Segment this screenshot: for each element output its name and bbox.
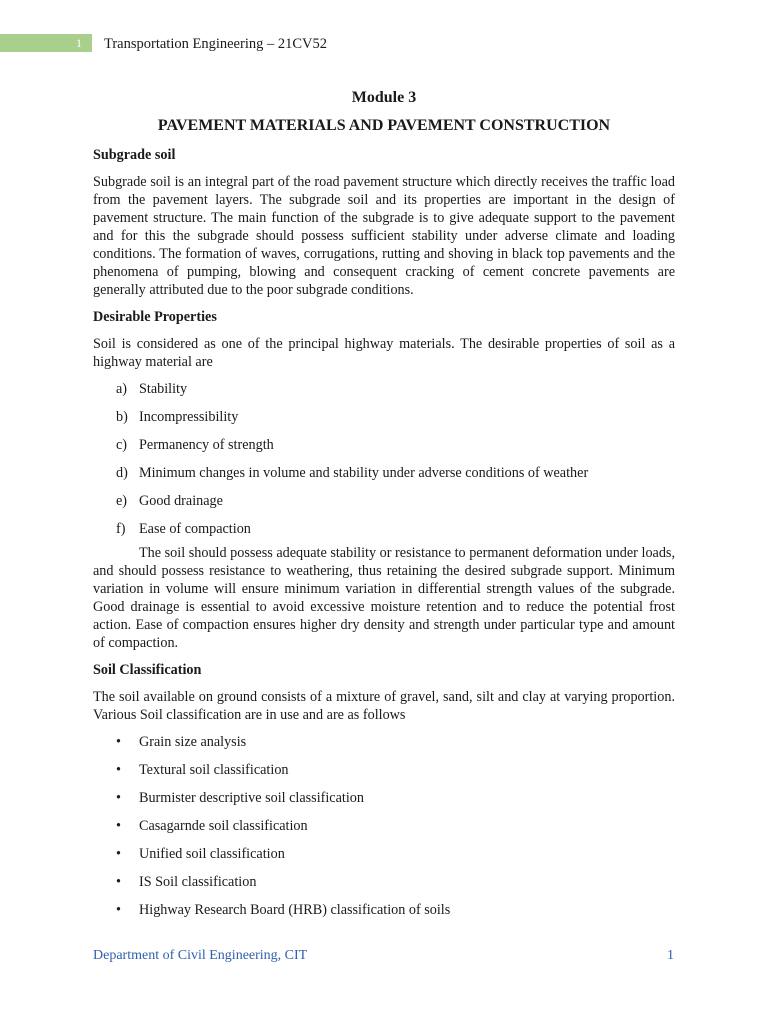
section-heading-subgrade: Subgrade soil [93, 147, 176, 163]
bullet-marker: • [116, 762, 121, 778]
module-heading: Module 3 [351, 89, 417, 106]
section-heading-desirable: Desirable Properties [93, 309, 217, 325]
list-item-text: Casagarnde soil classification [139, 818, 308, 834]
list-item-text: Incompressibility [139, 409, 239, 425]
list-item-text: Permanency of strength [139, 437, 274, 453]
list-item-text: Burmister descriptive soil classification [139, 790, 364, 806]
desirable-closing-paragraph: The soil should possess adequate stability or resistance to permanent deformation under loads, and should possess resistance to weathering, thus retaining the desired subgrade support. Minimum variation in volume will ensure minimum variation in differential strength values of the subgrade. Good drainage is essential to avoid excessive moisture retention and to reduce the potential frost action. Ease of compaction ensures higher dry density and strength under particular type and amount of compaction. [93, 545, 675, 651]
list-item [93, 492, 675, 520]
bullet-marker: • [116, 846, 121, 862]
list-item [93, 901, 675, 925]
page-number-tab: 1 [0, 34, 92, 52]
footer-department: Department of Civil Engineering, CIT [93, 948, 308, 963]
list-marker: c) [116, 437, 128, 453]
list-item-text: Minimum changes in volume and stability under adverse conditions of weather [139, 465, 589, 481]
list-marker: a) [116, 381, 128, 397]
list-item [93, 380, 675, 408]
list-item-text: Grain size analysis [139, 734, 247, 750]
list-item-text: Highway Research Board (HRB) classification of soils [139, 902, 451, 918]
classification-list [93, 733, 675, 925]
list-item [93, 873, 675, 901]
list-marker: f) [116, 521, 126, 537]
page-body [93, 88, 675, 925]
desirable-properties-list [93, 380, 675, 544]
bullet-marker: • [116, 902, 121, 918]
list-item [93, 817, 675, 845]
bullet-marker: • [116, 734, 121, 750]
bullet-marker: • [116, 790, 121, 806]
bullet-marker: • [116, 818, 121, 834]
subgrade-paragraph: Subgrade soil is an integral part of the road pavement structure which directly receives the traffic load from the pavement layers. The subgrade soil and its properties are important in the design of pavement structure. The main function of the subgrade is to give adequate support to the pavement and for this the subgrade should possess sufficient stability under adverse climate and loading conditions. The formation of waves, corrugations, rutting and shoving in black top pavements and the phenomena of pumping, blowing and consequent cracking of cement concrete pavements are generally attributed due to the poor subgrade conditions. [93, 174, 675, 298]
list-item [93, 789, 675, 817]
list-item [93, 845, 675, 873]
list-marker: b) [116, 409, 128, 425]
list-marker: e) [116, 493, 128, 509]
list-item [93, 733, 675, 761]
list-item [93, 464, 675, 492]
list-item-text: Ease of compaction [139, 521, 251, 537]
running-header-title: Transportation Engineering – 21CV52 [104, 36, 327, 52]
list-item-text: Textural soil classification [139, 762, 289, 778]
list-item [93, 761, 675, 789]
list-marker: d) [116, 465, 128, 481]
page-title: PAVEMENT MATERIALS AND PAVEMENT CONSTRUCTION [157, 117, 611, 134]
list-item-text: Good drainage [139, 493, 223, 509]
list-item-text: Unified soil classification [139, 846, 285, 862]
classification-intro: The soil available on ground consists of a mixture of gravel, sand, silt and clay at varying proportion. Various Soil classification are in use and are as follows [93, 689, 675, 723]
list-item [93, 520, 675, 544]
list-item-text: Stability [139, 381, 188, 397]
footer-page-number: 1 [667, 948, 674, 963]
desirable-intro: Soil is considered as one of the principal highway materials. The desirable properties of soil as a highway material are [93, 336, 675, 370]
bullet-marker: • [116, 874, 121, 890]
section-heading-classification: Soil Classification [93, 662, 202, 678]
list-item [93, 436, 675, 464]
list-item [93, 408, 675, 436]
list-item-text: IS Soil classification [139, 874, 257, 890]
